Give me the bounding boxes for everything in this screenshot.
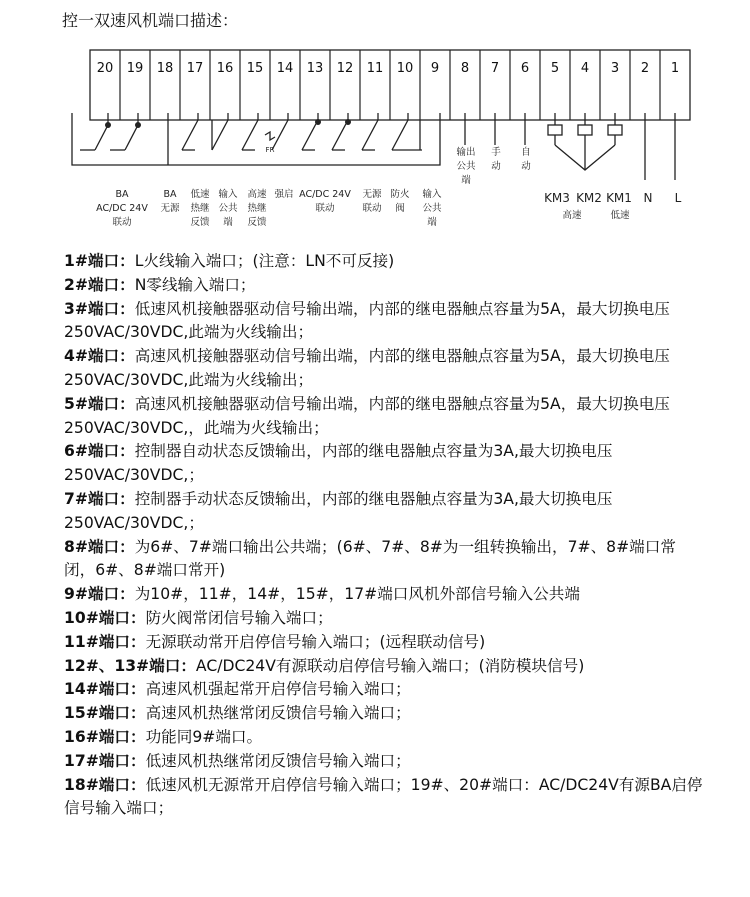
port-key: 6#端口： <box>64 442 135 461</box>
left-wiring <box>72 113 440 165</box>
in-com-1: 输入 <box>218 189 238 200</box>
out-com-1: 输出 <box>456 147 476 158</box>
port-text: 高速风机接触器驱动信号输出端，内部的继电器触点容量为5A，最大切换电压250VAC/30VDC,，此端为火线输出； <box>64 394 670 437</box>
acdc-1-label: AC/DC 24V <box>299 189 351 200</box>
n-label: N <box>643 191 653 205</box>
fire-1-label: 防火 <box>390 189 410 200</box>
km3-sub-label: 高速 <box>562 210 582 221</box>
page-title: 控一双速风机端口描述： <box>62 11 239 30</box>
terminal-number: 16 <box>216 61 234 76</box>
terminal-number: 15 <box>246 61 264 76</box>
force-start-label: 强启 <box>274 189 294 200</box>
port-description <box>64 250 704 274</box>
port-description <box>64 726 704 750</box>
port-description <box>64 750 704 774</box>
port-text: 为6#、7#端口输出公共端；(6#、7#、8#为一组转换输出，7#、8#端口常闭，6#、8#端口常开) <box>64 537 676 580</box>
port-description <box>64 774 704 822</box>
high-fb-1: 高速 <box>247 189 267 200</box>
km3-label: KM3 <box>544 191 570 205</box>
in-com-3: 端 <box>223 217 233 228</box>
port-description <box>64 655 704 679</box>
fire-2-label: 阀 <box>395 203 405 214</box>
port-key: 14#端口： <box>64 680 146 699</box>
port-key: 12#、13#端口： <box>64 656 196 675</box>
terminal-wiring-diagram <box>0 40 750 250</box>
ba-dc-top-label: BA <box>115 189 129 200</box>
ba-nosrc-mid-label: 无源 <box>160 203 180 214</box>
port-text: 低速风机热继常闭反馈信号输入端口； <box>145 751 411 770</box>
terminal-number: 8 <box>460 61 470 76</box>
terminal-number: 17 <box>186 61 204 76</box>
km1-sub-label: 低速 <box>610 210 630 221</box>
nosrc-2-label: 联动 <box>362 203 382 214</box>
port-text: 低速风机接触器驱动信号输出端，内部的继电器触点容量为5A，最大切换电压250VAC/30VDC,此端为火线输出； <box>64 299 670 342</box>
terminal-number: 18 <box>156 61 174 76</box>
port-descriptions <box>64 250 704 821</box>
port-key: 17#端口： <box>64 751 146 770</box>
port-text: 高速风机接触器驱动信号输出端，内部的继电器触点容量为5A，最大切换电压250VAC/30VDC,此端为火线输出； <box>64 347 670 389</box>
port-key: 9#端口： <box>64 585 135 604</box>
port-key: 11#端口： <box>64 632 146 651</box>
port-key: 3#端口： <box>64 299 135 318</box>
acdc-2-label: 联动 <box>315 203 335 214</box>
terminal-number: 7 <box>490 61 500 76</box>
terminal-cells <box>97 50 679 120</box>
km1-label: KM1 <box>606 191 632 205</box>
port-description <box>64 488 704 536</box>
in-com2-3: 端 <box>427 217 437 228</box>
terminal-number: 6 <box>520 61 530 76</box>
port-key: 8#端口： <box>64 537 135 556</box>
port-description <box>64 298 704 346</box>
terminal-number: 10 <box>396 61 414 76</box>
auto-2: 动 <box>521 161 531 172</box>
port-text: 控制器自动状态反馈输出，内部的继电器触点容量为3A,最大切换电压250VAC/30VDC,； <box>64 442 613 485</box>
port-description <box>64 274 704 298</box>
port-key: 15#端口： <box>64 704 146 723</box>
port-text: AC/DC24V有源联动启停信号输入端口；(消防模块信号) <box>195 656 585 675</box>
ba-dc-mid-label: AC/DC 24V <box>96 203 148 214</box>
port-text: 高速风机热继常闭反馈信号输入端口； <box>145 704 411 723</box>
in-com2-1: 输入 <box>422 189 442 200</box>
port-description <box>64 678 704 702</box>
port-key: 2#端口： <box>64 275 135 294</box>
port-key: 18#端口： <box>64 775 146 794</box>
port-key: 16#端口： <box>64 727 146 746</box>
in-com-2: 公共 <box>218 203 238 214</box>
l-label: L <box>674 191 682 205</box>
km2-label: KM2 <box>576 191 602 205</box>
port-key: 7#端口： <box>64 489 135 508</box>
port-text: 低速风机无源常开启停信号输入端口；19#、20#端口：AC/DC24V有源BA启停信号输入端口； <box>64 775 703 818</box>
port-text: 无源联动常开启停信号输入端口；(远程联动信号) <box>145 632 486 651</box>
terminal-number: 2 <box>640 61 650 76</box>
manual-2: 动 <box>491 161 501 172</box>
port-key: 10#端口： <box>64 608 146 627</box>
auto-1: 自 <box>521 147 531 158</box>
port-text: 控制器手动状态反馈输出，内部的继电器触点容量为3A,最大切换电压250VAC/30VDC,； <box>64 489 613 532</box>
port-description <box>64 440 704 488</box>
ba-nosrc-top-label: BA <box>163 189 177 200</box>
terminal-number: 1 <box>670 61 680 76</box>
in-com2-2: 公共 <box>422 203 442 214</box>
port-description <box>64 393 704 441</box>
low-fb-3: 反馈 <box>190 217 210 228</box>
out-com-3: 端 <box>461 175 471 186</box>
port-description <box>64 345 704 393</box>
port-description <box>64 607 704 631</box>
port-text: 为10#，11#，14#，15#，17#端口风机外部信号输入公共端 <box>134 585 580 604</box>
high-fb-2: 热继 <box>247 203 267 214</box>
terminal-number: 3 <box>610 61 620 76</box>
terminal-number: 4 <box>580 61 590 76</box>
port-description <box>64 702 704 726</box>
terminal-number: 13 <box>306 61 324 76</box>
port-description <box>64 631 704 655</box>
low-fb-1: 低速 <box>190 189 210 200</box>
port-text: 功能同9#端口。 <box>145 727 263 746</box>
port-text: 高速风机强起常开启停信号输入端口； <box>145 680 411 699</box>
high-fb-3: 反馈 <box>247 217 267 228</box>
fr-label: FR <box>265 146 275 154</box>
terminal-number: 19 <box>126 61 144 76</box>
terminal-number: 20 <box>96 61 114 76</box>
port-key: 4#端口： <box>64 347 135 366</box>
terminal-number: 12 <box>336 61 354 76</box>
port-description <box>64 583 704 607</box>
out-com-2: 公共 <box>456 161 476 172</box>
terminal-number: 11 <box>366 61 384 76</box>
port-text: L火线输入端口；(注意：LN不可反接) <box>134 252 395 270</box>
terminal-number: 9 <box>430 61 440 76</box>
ba-dc-bot-label: 联动 <box>112 217 132 228</box>
low-fb-2: 热继 <box>190 203 210 214</box>
port-text: 防火阀常闭信号输入端口； <box>145 608 333 627</box>
nosrc-1-label: 无源 <box>362 189 382 200</box>
port-text: N零线输入端口； <box>134 275 256 294</box>
port-description <box>64 536 704 584</box>
terminal-number: 14 <box>276 61 294 76</box>
manual-1: 手 <box>491 147 501 158</box>
port-key: 1#端口： <box>64 252 135 270</box>
port-key: 5#端口： <box>64 394 135 413</box>
terminal-number: 5 <box>550 61 560 76</box>
